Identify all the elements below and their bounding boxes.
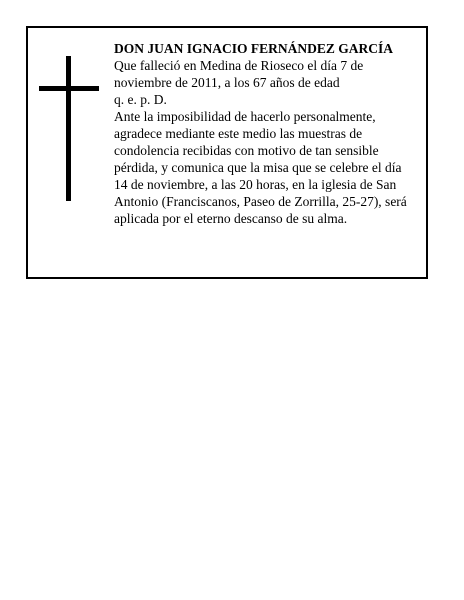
cross-icon [39,56,99,201]
notice-text [114,40,414,227]
notice-body: Ante la imposibilidad de hacerlo personalmente, agradece mediante este medio las muestras de condolencia recibidas con motivo de tan sensible pérdida, y comunica que la misa que se celebre el día 14 de noviembre, a las 20 horas, en la iglesia de San Antonio (Franciscanos, Paseo de Zorrilla, 25-27), será aplicada por el eterno descanso de su alma. [114,109,407,226]
death-details: Que falleció en Medina de Rioseco el día 7 de noviembre de 2011, a los 67 años de edad [114,58,364,90]
rip-line: q. e. p. D. [114,92,167,107]
deceased-name: DON JUAN IGNACIO FERNÁNDEZ GARCÍA [114,41,394,56]
cross-vertical-bar [66,56,71,201]
cross-horizontal-bar [39,86,99,91]
obituary-notice [26,26,428,279]
